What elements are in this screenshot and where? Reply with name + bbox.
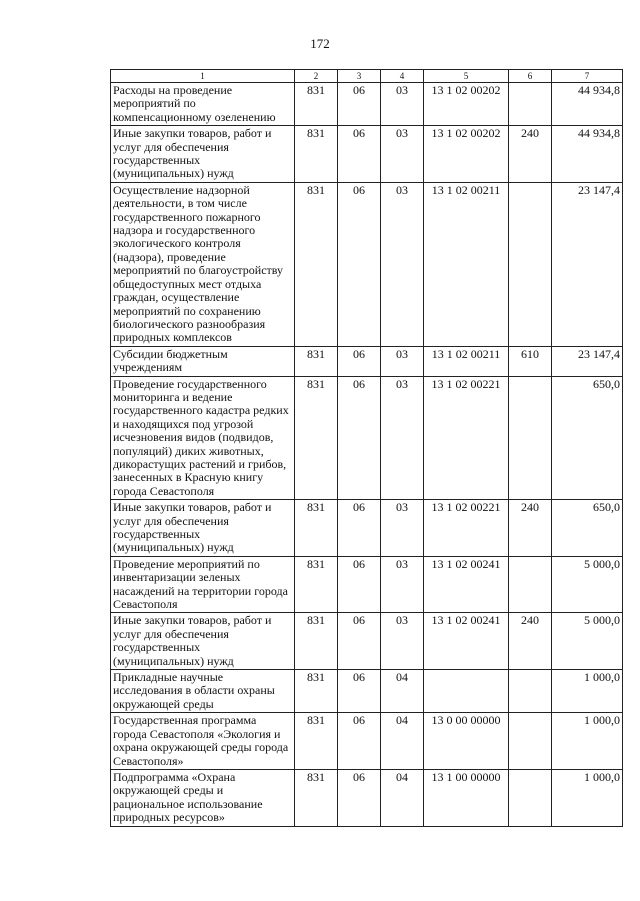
row-amount: 5 000,0 [552, 556, 623, 613]
col-header: 3 [338, 70, 381, 83]
row-expense-type [509, 769, 552, 826]
row-target-article: 13 1 02 00241 [424, 613, 509, 670]
row-subsection-code: 03 [381, 346, 424, 376]
row-expense-type [509, 670, 552, 713]
row-expense-type: 240 [509, 613, 552, 670]
row-gr-code: 831 [295, 556, 338, 613]
row-name: Субсидии бюджетным учреждениям [111, 346, 295, 376]
row-amount: 650,0 [552, 376, 623, 500]
table-row [111, 376, 623, 500]
row-section-code: 06 [338, 556, 381, 613]
row-gr-code: 831 [295, 83, 338, 126]
table-row [111, 500, 623, 557]
row-amount: 650,0 [552, 500, 623, 557]
row-amount: 1 000,0 [552, 713, 623, 770]
row-target-article [424, 670, 509, 713]
row-gr-code: 831 [295, 713, 338, 770]
row-amount: 44 934,8 [552, 83, 623, 126]
row-target-article: 13 1 02 00202 [424, 83, 509, 126]
row-amount: 23 147,4 [552, 346, 623, 376]
row-section-code: 06 [338, 670, 381, 713]
row-expense-type: 240 [509, 500, 552, 557]
row-subsection-code: 03 [381, 376, 424, 500]
row-subsection-code: 04 [381, 670, 424, 713]
row-section-code: 06 [338, 346, 381, 376]
row-name: Иные закупки товаров, работ и услуг для обеспечения государственных (муниципальных) нужд [111, 126, 295, 183]
row-subsection-code: 03 [381, 500, 424, 557]
row-target-article: 13 1 00 00000 [424, 769, 509, 826]
col-header: 5 [424, 70, 509, 83]
row-gr-code: 831 [295, 670, 338, 713]
row-expense-type: 610 [509, 346, 552, 376]
row-target-article: 13 1 02 00221 [424, 500, 509, 557]
row-gr-code: 831 [295, 346, 338, 376]
row-target-article: 13 1 02 00221 [424, 376, 509, 500]
row-subsection-code: 03 [381, 613, 424, 670]
row-subsection-code: 03 [381, 83, 424, 126]
row-section-code: 06 [338, 613, 381, 670]
row-name: Прикладные научные исследования в области охраны окружающей среды [111, 670, 295, 713]
table-row [111, 126, 623, 183]
row-name: Подпрограмма «Охрана окружающей среды и рациональное использование природных ресурсов» [111, 769, 295, 826]
table-row [111, 182, 623, 346]
row-section-code: 06 [338, 500, 381, 557]
row-gr-code: 831 [295, 500, 338, 557]
row-subsection-code: 04 [381, 713, 424, 770]
row-expense-type [509, 556, 552, 613]
row-name: Проведение мероприятий по инвентаризации зеленых насаждений на территории города Севастополя [111, 556, 295, 613]
row-amount: 5 000,0 [552, 613, 623, 670]
row-expense-type [509, 83, 552, 126]
row-name: Проведение государственного мониторинга и ведение государственного кадастра редких и находящихся под угрозой исчезновения видов (подвидов, популяций) диких животных, дикорастущих растений и грибов, занесенных в Красную книгу города Севастополя [111, 376, 295, 500]
row-gr-code: 831 [295, 769, 338, 826]
budget-table [110, 69, 623, 827]
row-subsection-code: 03 [381, 556, 424, 613]
table-row [111, 713, 623, 770]
row-target-article: 13 1 02 00211 [424, 346, 509, 376]
row-section-code: 06 [338, 376, 381, 500]
row-gr-code: 831 [295, 613, 338, 670]
row-gr-code: 831 [295, 126, 338, 183]
row-target-article: 13 1 02 00202 [424, 126, 509, 183]
row-gr-code: 831 [295, 376, 338, 500]
row-amount: 23 147,4 [552, 182, 623, 346]
col-header: 1 [111, 70, 295, 83]
row-gr-code: 831 [295, 182, 338, 346]
row-expense-type: 240 [509, 126, 552, 183]
row-subsection-code: 03 [381, 126, 424, 183]
row-amount: 1 000,0 [552, 670, 623, 713]
table-row [111, 556, 623, 613]
col-header: 6 [509, 70, 552, 83]
row-expense-type [509, 713, 552, 770]
col-header: 2 [295, 70, 338, 83]
row-amount: 1 000,0 [552, 769, 623, 826]
row-section-code: 06 [338, 713, 381, 770]
table-row [111, 670, 623, 713]
row-expense-type [509, 182, 552, 346]
row-name: Государственная программа города Севастополя «Экология и охрана окружающей среды города Севастополя» [111, 713, 295, 770]
table-row [111, 769, 623, 826]
page-number: 172 [310, 36, 330, 51]
row-target-article: 13 0 00 00000 [424, 713, 509, 770]
row-name: Иные закупки товаров, работ и услуг для обеспечения государственных (муниципальных) нужд [111, 500, 295, 557]
col-header: 4 [381, 70, 424, 83]
row-target-article: 13 1 02 00241 [424, 556, 509, 613]
row-section-code: 06 [338, 182, 381, 346]
row-section-code: 06 [338, 126, 381, 183]
row-name: Осуществление надзорной деятельности, в том числе государственного пожарного надзора и государственного экологического контроля (надзора), проведение мероприятий по благоустройству общедоступных мест отдыха граждан, осуществление мероприятий по сохранению биологического разнообразия природных комплексов [111, 182, 295, 346]
table-row [111, 346, 623, 376]
col-header: 7 [552, 70, 623, 83]
table-row [111, 83, 623, 126]
row-section-code: 06 [338, 769, 381, 826]
row-amount: 44 934,8 [552, 126, 623, 183]
row-target-article: 13 1 02 00211 [424, 182, 509, 346]
row-subsection-code: 04 [381, 769, 424, 826]
row-name: Иные закупки товаров, работ и услуг для обеспечения государственных (муниципальных) нужд [111, 613, 295, 670]
row-section-code: 06 [338, 83, 381, 126]
row-subsection-code: 03 [381, 182, 424, 346]
header-row [111, 70, 623, 83]
row-name: Расходы на проведение мероприятий по компенсационному озеленению [111, 83, 295, 126]
table-row [111, 613, 623, 670]
row-expense-type [509, 376, 552, 500]
